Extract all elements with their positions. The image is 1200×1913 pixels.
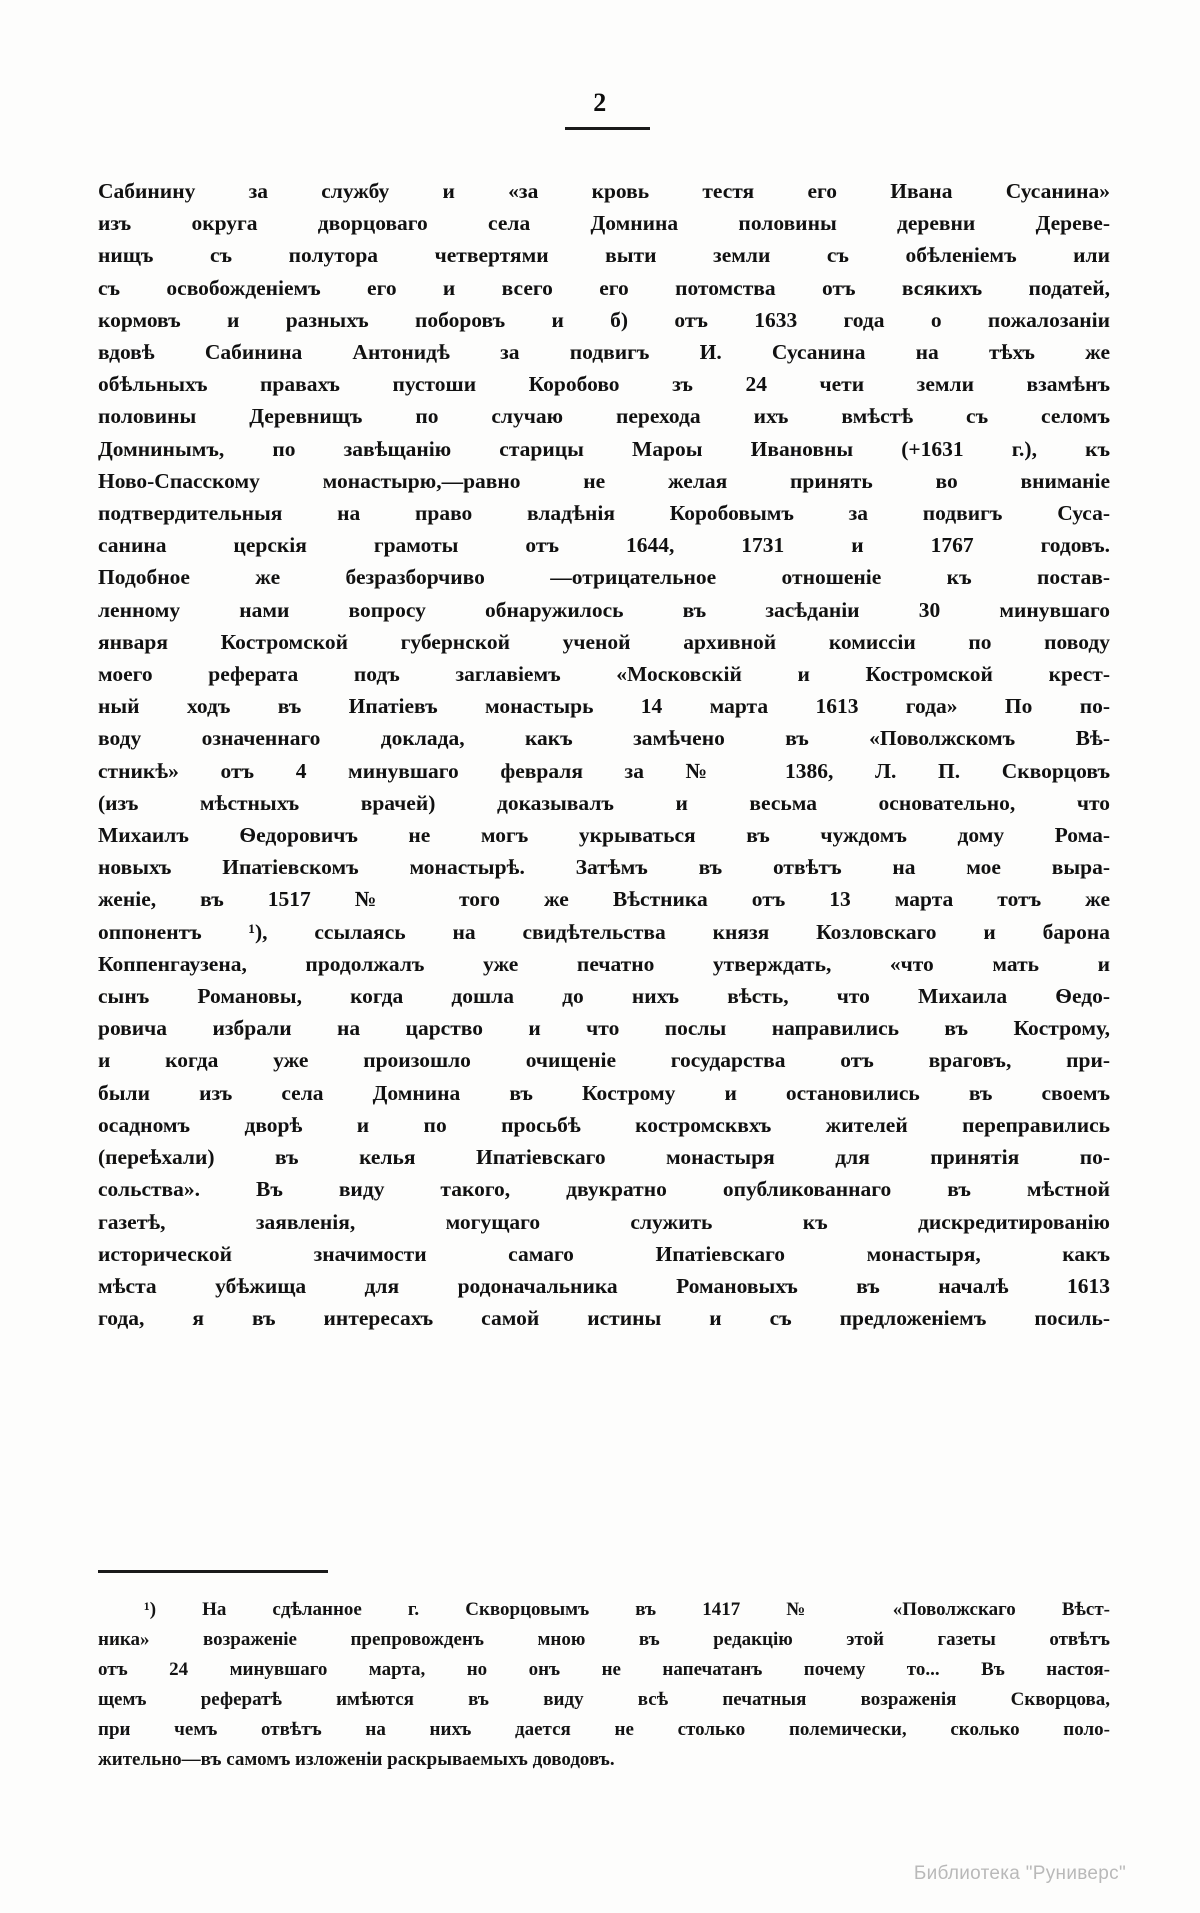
body-line: Коппенгаузена, продолжалъ уже печатно утверждать, «что мать и (98, 951, 1110, 976)
footnote-block (98, 1595, 1110, 1775)
body-line: мѣста убѣжища для родоначальника Романовыхъ въ началѣ 1613 (98, 1273, 1110, 1298)
footnote-line: при чемъ отвѣтъ на нихъ дается не столько полемически, сколько поло- (98, 1719, 1110, 1740)
body-line: подтвердительныя на право владѣнія Коробовымъ за подвигъ Суса- (98, 501, 1110, 526)
page-number: 2 (593, 88, 607, 117)
body-line: Ново-Спасскому монастырю,—равно не желая принять во вниманіе (98, 468, 1110, 493)
body-text-block (98, 175, 1110, 1334)
footnote-line: ника» возраженіе препровожденъ мною въ редакцію этой газеты отвѣтъ (98, 1629, 1110, 1650)
body-line: женіе, въ 1517 № того же Вѣстника отъ 13 марта тотъ же (98, 887, 1110, 912)
body-line: ный ходъ въ Ипатіевъ монастырь 14 марта 1613 года» По по- (98, 694, 1110, 719)
body-line: съ освобожденіемъ его и всего его потомства отъ всякихъ податей, (98, 275, 1110, 300)
body-line: половины Деревнищъ по случаю перехода ихъ вмѣстѣ съ селомъ (98, 404, 1110, 429)
footnote-line: ¹) На сдѣланное г. Скворцовымъ въ 1417 № «Поволжскаго Вѣст- (144, 1599, 1110, 1620)
body-line: воду означеннаго доклада, какъ замѣчено въ «Поволжскомъ Вѣ- (98, 726, 1110, 751)
body-line: и когда уже произошло очищеніе государства отъ враговъ, при- (98, 1048, 1110, 1073)
body-line: (изъ мѣстныхъ врачей) доказывалъ и весьма основательно, что (98, 790, 1110, 815)
body-line: вдовѣ Сабинина Антонидѣ за подвигъ И. Сусанина на тѣхъ же (98, 340, 1110, 365)
body-line: нищъ съ полутора четвертями выти земли съ обѣленіемъ или (98, 243, 1110, 268)
body-line: года, я въ интересахъ самой истины и съ предложеніемъ посиль- (98, 1306, 1110, 1331)
body-line: января Костромской губернской ученой архивной комиссіи по поводу (98, 629, 1110, 654)
page-number-rule (565, 127, 650, 130)
body-line: Михаилъ Ѳедоровичъ не могъ укрываться въ чуждомъ дому Рома- (98, 823, 1110, 848)
body-line: Домнинымъ, по завѣщанію старицы Мароы Ивановны (+1631 г.), къ (98, 436, 1110, 461)
body-line: ровича избрали на царство и что послы направились въ Кострому, (98, 1016, 1110, 1041)
body-line: сынъ Романовы, когда дошла до нихъ вѣсть, что Михаила Ѳедо- (98, 984, 1110, 1009)
footnote-line: жительно—въ самомъ изложеніи раскрываемыхъ доводовъ. (98, 1749, 615, 1770)
body-line: газетѣ, заявленія, могущаго служить къ дискредитированію (98, 1209, 1110, 1234)
body-line: осадномъ дворѣ и по просьбѣ костромсквхъ жителей переправились (98, 1112, 1110, 1137)
body-line: Сабинину за службу и «за кровь тестя его Ивана Сусанина» (98, 179, 1110, 203)
body-line: ленному нами вопросу обнаружилось въ засѣданіи 30 минувшаго (98, 597, 1110, 622)
body-line: санина церскія грамоты отъ 1644, 1731 и 1767 годовъ. (98, 533, 1110, 558)
body-line: сольства». Въ виду такого, двукратно опубликованнаго въ мѣстной (98, 1177, 1110, 1202)
body-line: исторической значимости самаго Ипатіевскаго монастыря, какъ (98, 1241, 1110, 1266)
body-line: оппонентъ ¹), ссылаясь на свидѣтельства князя Козловскаго и барона (98, 919, 1110, 944)
body-line: обѣльныхъ правахъ пустоши Коробово зъ 24 чети земли взамѣнъ (98, 372, 1110, 397)
body-line: Подобное же безразборчиво —отрицательное отношеніе къ постав- (98, 565, 1110, 590)
body-line: (переѣхали) въ келья Ипатіевскаго монастыря для принятія по- (98, 1145, 1110, 1170)
body-line: были изъ села Домнина въ Кострому и остановились въ своемъ (98, 1080, 1110, 1105)
body-line: изъ округа дворцоваго села Домнина половины деревни Дереве- (98, 211, 1110, 236)
body-line: моего реферата подъ заглавіемъ «Московскій и Костромской крест- (98, 662, 1110, 687)
library-watermark: Библиотека "Руниверс" (913, 1863, 1126, 1884)
footnote-line: отъ 24 минувшаго марта, но онъ не напечатанъ почему то... Въ настоя- (98, 1659, 1110, 1680)
body-line: кормовъ и разныхъ поборовъ и б) отъ 1633 года о пожалозаніи (98, 307, 1110, 332)
footnote-line: щемъ рефератѣ имѣются въ виду всѣ печатныя возраженія Скворцова, (98, 1689, 1110, 1710)
body-line: новыхъ Ипатіевскомъ монастырѣ. Затѣмъ въ отвѣтъ на мое выра- (98, 855, 1110, 880)
footnote-separator-rule (98, 1570, 328, 1573)
body-line: стникѣ» отъ 4 минувшаго февраля за № 1386, Л. П. Скворцовъ (98, 758, 1110, 783)
